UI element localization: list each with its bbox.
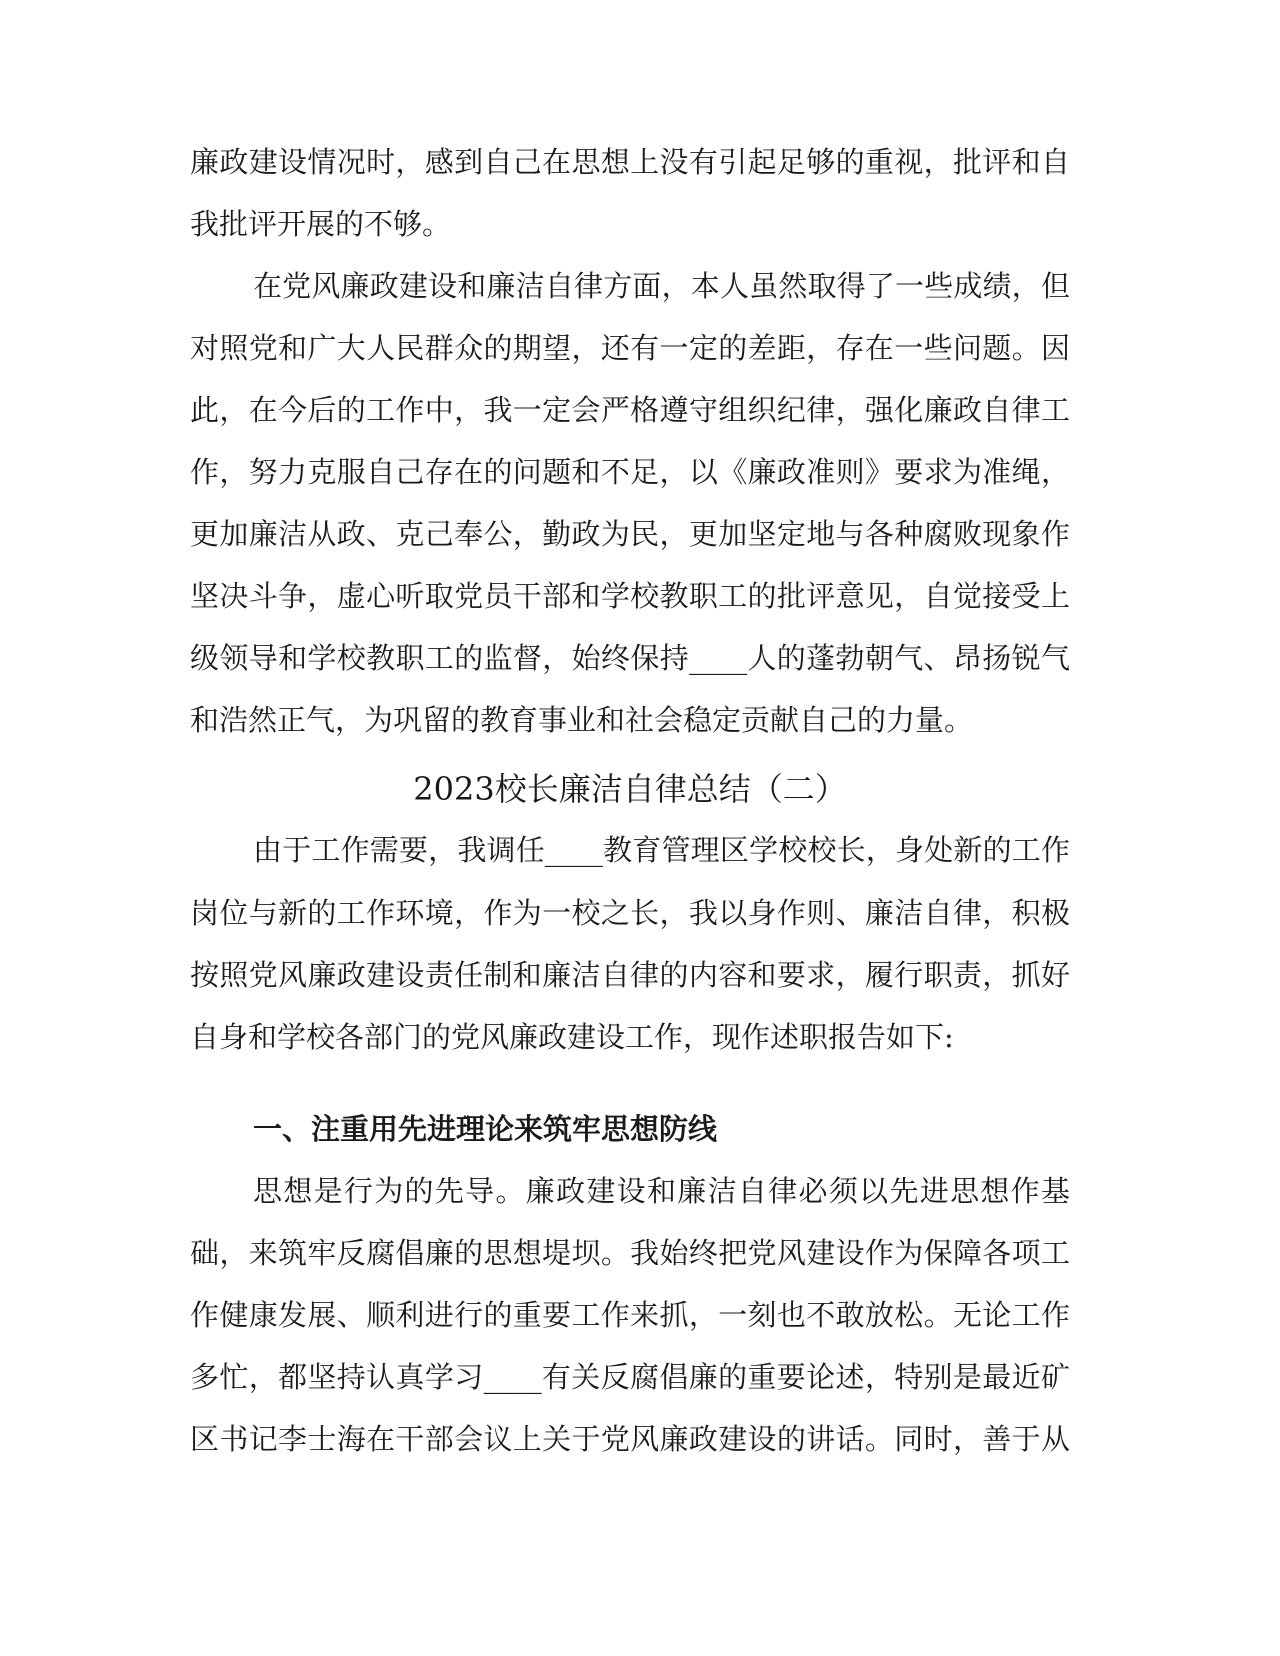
text-line: 础，来筑牢反腐倡廉的思想堤坝。我始终把党风建设作为保障各项工 (190, 1236, 1070, 1270)
text-line: 更加廉洁从政、克己奉公，勤政为民，更加坚定地与各种腐败现象作 (190, 517, 1070, 551)
text-line: 区书记李士海在干部会议上关于党风廉政建设的讲话。同时，善于从 (190, 1422, 1070, 1456)
text-line: 对照党和广大人民群众的期望，还有一定的差距，存在一些问题。因 (190, 331, 1070, 365)
text-line: 和浩然正气，为巩留的教育事业和社会稳定贡献自己的力量。 (190, 703, 974, 737)
text-line: 按照党风廉政建设责任制和廉洁自律的内容和要求，履行职责，抓好 (190, 958, 1070, 992)
text-line: 级领导和学校教职工的监督，始终保持____人的蓬勃朝气、昂扬锐气 (190, 641, 1070, 675)
text-line: 思想是行为的先导。廉政建设和廉洁自律必须以先进思想作基 (253, 1174, 1070, 1208)
text-line: 由于工作需要，我调任____教育管理区学校校长，身处新的工作 (253, 833, 1070, 867)
text-line: 作，努力克服自己存在的问题和不足，以《廉政准则》要求为准绳， (190, 455, 1070, 489)
text-line: 自身和学校各部门的党风廉政建设工作，现作述职报告如下: (190, 1020, 954, 1054)
text-line: 此，在今后的工作中，我一定会严格遵守组织纪律，强化廉政自律工 (190, 393, 1070, 427)
text-line: 多忙，都坚持认真学习____有关反腐倡廉的重要论述，特别是最近矿 (190, 1360, 1070, 1394)
section-title: 2023校长廉洁自律总结（二） (413, 770, 847, 808)
text-line: 在党风廉政建设和廉洁自律方面，本人虽然取得了一些成绩，但 (253, 269, 1070, 303)
text-line: 岗位与新的工作环境，作为一校之长，我以身作则、廉洁自律，积极 (190, 896, 1070, 930)
text-line: 作健康发展、顺利进行的重要工作来抓，一刻也不敢放松。无论工作 (190, 1298, 1070, 1332)
text-line: 坚决斗争，虚心听取党员干部和学校教职工的批评意见，自觉接受上 (190, 579, 1070, 613)
text-line: 我批评开展的不够。 (190, 207, 452, 241)
text-line: 廉政建设情况时，感到自己在思想上没有引起足够的重视，批评和自 (190, 145, 1070, 179)
section-heading: 一、注重用先进理论来筑牢思想防线 (253, 1112, 718, 1146)
